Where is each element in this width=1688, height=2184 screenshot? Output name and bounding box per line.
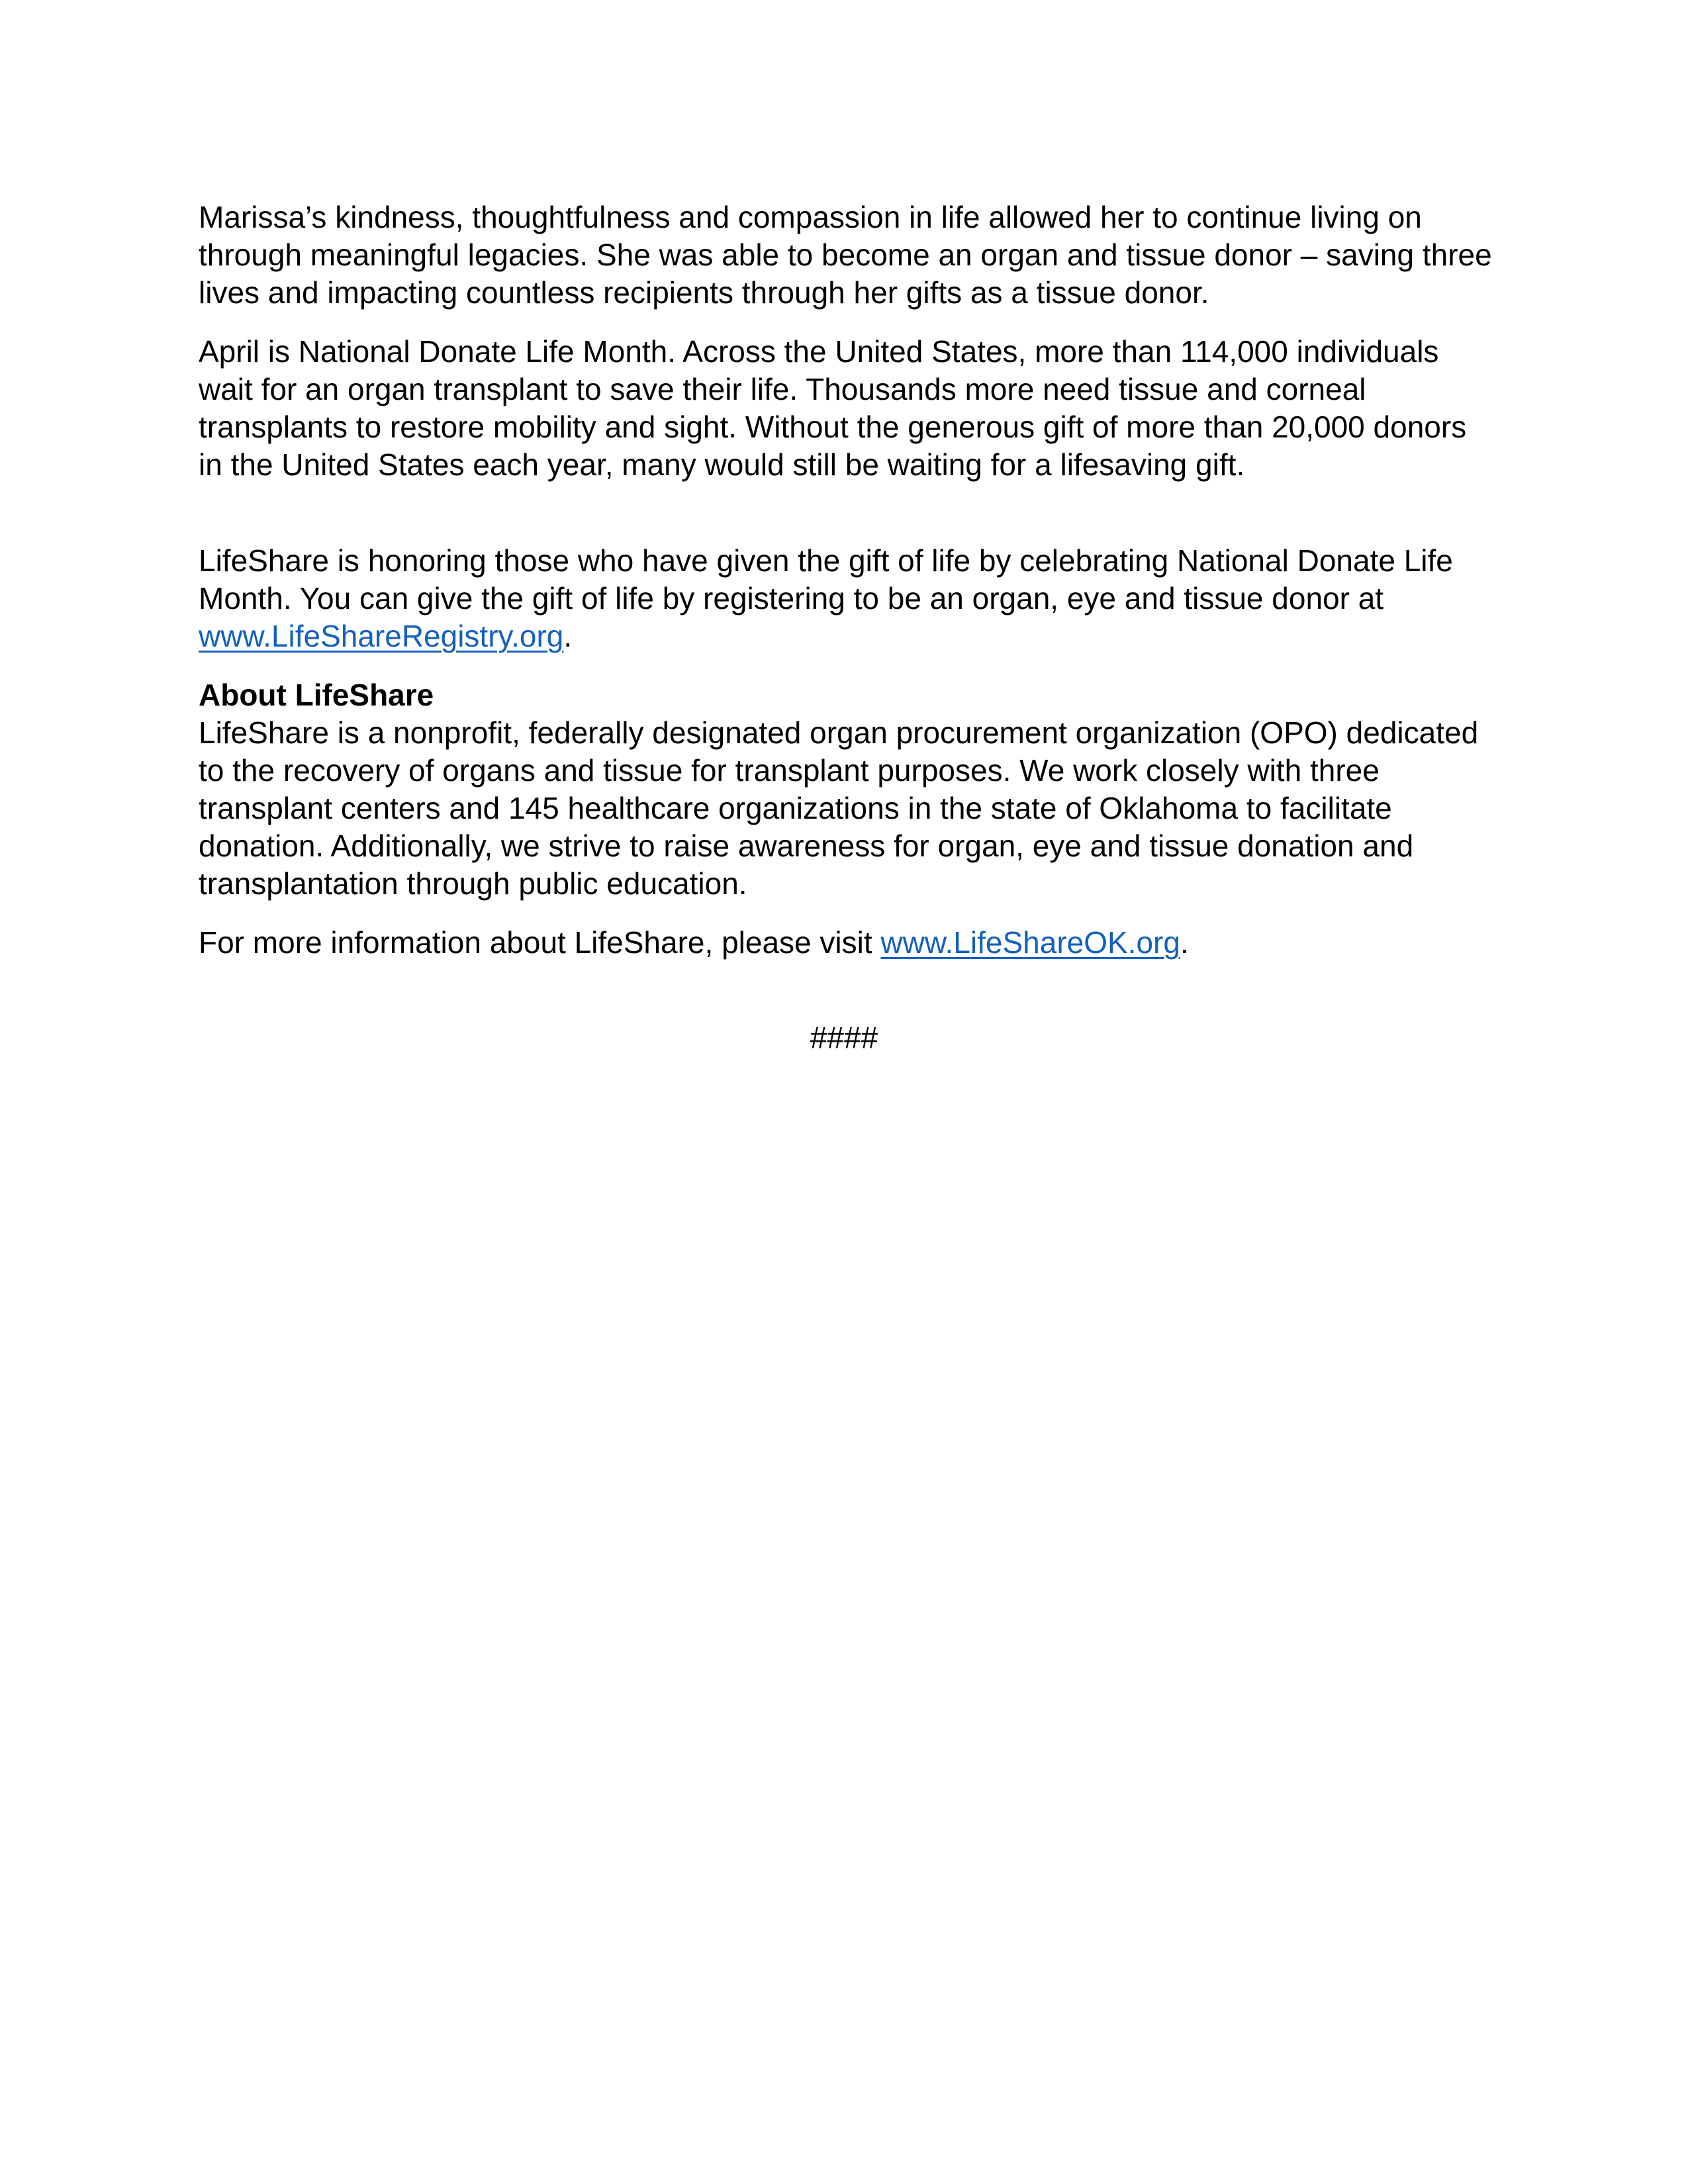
paragraph-donate-life-month: April is National Donate Life Month. Across the United States, more than 114,000 individuals wait for an organ transplant to save their life. Thousands more need tissue and corneal transplants to restore mobility and sight. Without the generous gift of more than 20,000 donors in the United States each year, many would still be waiting for a lifesaving gift.: [199, 334, 1467, 482]
more-info-paragraph: [199, 924, 1496, 962]
end-of-release-mark: ####: [810, 1021, 878, 1055]
registry-link[interactable]: www.LifeShareRegistry.org: [199, 619, 564, 653]
paragraph-honoring-text: LifeShare is honoring those who have given the gift of life by celebrating National Donate Life Month. You can give the gift of life by registering to be an organ, eye and tissue donor at: [199, 543, 1453, 615]
more-info-period: .: [1180, 925, 1189, 960]
about-heading: About LifeShare: [199, 678, 434, 712]
paragraph-honoring-donors: [199, 542, 1496, 655]
about-paragraph: LifeShare is a nonprofit, federally designated organ procurement organization (OPO) dedicated to the recovery of organs and tissue for transplant purposes. We work closely with three transplant centers and 145 healthcare organizations in the state of Oklahoma to facilitate donation. Additionally, we strive to raise awareness for organ, eye and tissue donation and transplantation through public education.: [199, 715, 1479, 901]
paragraph-honoring-period: .: [563, 619, 573, 653]
paragraph-marissa-legacy: Marissa’s kindness, thoughtfulness and compassion in life allowed her to continue living on through meaningful legacies. She was able to become an organ and tissue donor – saving three lives and impacting countless recipients through her gifts as a tissue donor.: [199, 200, 1492, 310]
document-body: [199, 199, 1496, 962]
lifeshare-ok-link[interactable]: www.LifeShareOK.org: [880, 925, 1180, 960]
more-info-text: For more information about LifeShare, please visit: [199, 925, 881, 960]
